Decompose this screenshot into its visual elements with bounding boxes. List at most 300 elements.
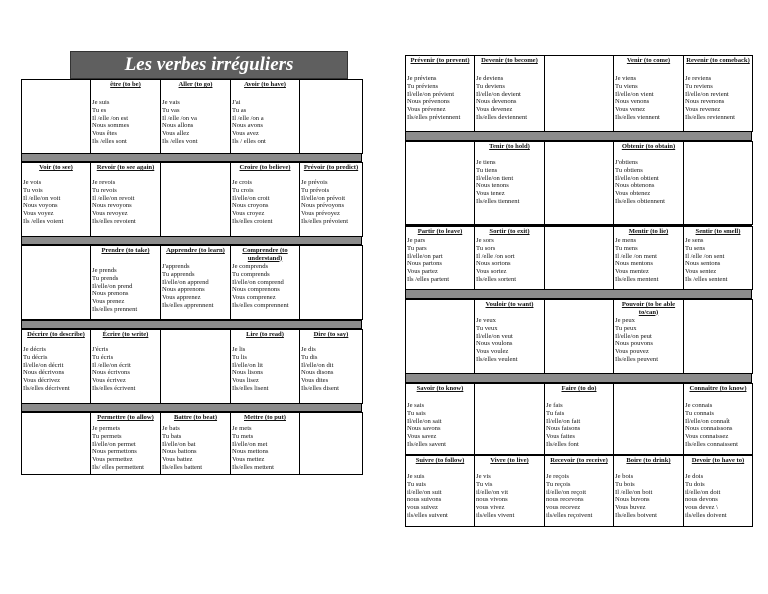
verb-header: Écrire (to write) bbox=[102, 331, 149, 338]
conjugation-line: Vous partez bbox=[407, 268, 438, 276]
conjugation-line: Je permets bbox=[92, 425, 121, 432]
verb-header: Permettre (to allow) bbox=[97, 414, 154, 421]
conjugation-list bbox=[614, 159, 683, 206]
conjugation-list bbox=[231, 425, 299, 472]
conjugation-list bbox=[22, 179, 90, 226]
verb-header: Sortir (to exit) bbox=[489, 228, 530, 235]
conjugation-line: Vous avez bbox=[232, 130, 259, 138]
conjugation-line: Ils/elles sortent bbox=[476, 275, 517, 283]
empty-cell bbox=[160, 329, 231, 404]
conjugation-line: Tu veux bbox=[476, 324, 498, 332]
verb-cell-connaitre bbox=[683, 383, 753, 455]
conjugation-line: Ils/elles comprennent bbox=[232, 301, 289, 309]
verb-header: Dire (to say) bbox=[313, 331, 349, 338]
conjugation-line: Je veux bbox=[476, 317, 496, 324]
conjugation-list bbox=[545, 402, 613, 449]
conjugation-list bbox=[406, 402, 474, 449]
conjugation-line: Ils/elles lisent bbox=[232, 384, 269, 392]
conjugation-line: Nous lisons bbox=[232, 369, 263, 377]
conjugation-line: Tu peux bbox=[615, 324, 637, 332]
conjugation-line: Vous décrivez bbox=[23, 377, 61, 385]
verb-header: Apprendre (to learn) bbox=[166, 247, 225, 254]
verb-header: Aller (to go) bbox=[178, 81, 213, 88]
conjugation-line: vous vivez bbox=[476, 504, 505, 512]
conjugation-list bbox=[300, 346, 362, 393]
verb-cell-obtenir bbox=[613, 141, 684, 225]
conjugation-list bbox=[231, 179, 299, 226]
conjugation-line: Je prends bbox=[92, 267, 117, 274]
conjugation-line: Il /elle /on sent bbox=[685, 252, 725, 260]
conjugation-line: Vous comprenez bbox=[232, 294, 276, 302]
conjugation-line: Vous buvez bbox=[615, 504, 646, 512]
separator-bar bbox=[21, 153, 362, 162]
conjugation-line: Il /elle/on revoit bbox=[92, 194, 135, 202]
conjugation-line: Vous êtes bbox=[92, 130, 117, 138]
conjugation-line: Tu permets bbox=[92, 432, 122, 440]
conjugation-line: Ils/elles revoient bbox=[92, 217, 136, 225]
conjugation-line: Je dis bbox=[301, 346, 316, 353]
conjugation-line: Je vois bbox=[23, 179, 42, 186]
conjugation-line: J'ai bbox=[232, 99, 241, 106]
conjugation-line: Je suis bbox=[92, 99, 110, 106]
empty-cell bbox=[474, 383, 545, 455]
verb-cell-boire bbox=[613, 455, 684, 527]
conjugation-line: Je sais bbox=[407, 402, 425, 409]
empty-cell bbox=[544, 226, 614, 290]
conjugation-line: Tu es bbox=[92, 106, 107, 114]
conjugation-line: Nous sentons bbox=[685, 260, 721, 268]
conjugation-line: Nous devenons bbox=[476, 98, 517, 106]
conjugation-line: ils/elles reçoivent bbox=[546, 511, 593, 519]
conjugation-line: Nous revoyons bbox=[92, 202, 132, 210]
conjugation-line: Je vais bbox=[162, 99, 180, 106]
conjugation-line: Vous permettez bbox=[92, 456, 133, 464]
verb-header: Décrire (to describe) bbox=[27, 331, 85, 338]
conjugation-line: vous devez \ bbox=[685, 504, 718, 512]
conjugation-line: Tu écris bbox=[92, 353, 114, 361]
empty-cell bbox=[544, 55, 614, 132]
verb-cell-apprendre bbox=[160, 245, 231, 320]
conjugation-line: Nous obtenons bbox=[615, 182, 655, 190]
empty-cell bbox=[683, 299, 753, 374]
conjugation-list bbox=[231, 346, 299, 393]
conjugation-line: Tu mets bbox=[232, 432, 254, 440]
conjugation-line: Ils/elles viennent bbox=[615, 113, 660, 121]
verb-cell-recevoir bbox=[544, 455, 614, 527]
conjugation-list bbox=[475, 75, 544, 122]
conjugation-line: Vous voulez bbox=[476, 348, 509, 356]
conjugation-line: Ils/elles deviennent bbox=[476, 113, 528, 121]
conjugation-line: il/elle/on suit bbox=[407, 488, 442, 496]
conjugation-line: Il/elle/on prévient bbox=[407, 90, 455, 98]
conjugation-line: Il/elle/on bat bbox=[162, 440, 196, 448]
verb-cell-sortir bbox=[474, 226, 545, 290]
conjugation-line: Il /elle/on écrit bbox=[92, 361, 131, 369]
verb-cell-battre bbox=[160, 412, 231, 475]
conjugation-line: Il/elle/on connaît bbox=[685, 417, 730, 425]
conjugation-list bbox=[300, 179, 362, 226]
conjugation-list bbox=[684, 237, 752, 284]
conjugation-list bbox=[231, 99, 299, 146]
conjugation-line: nous recevons bbox=[546, 496, 584, 504]
conjugation-line: Il/elle/on lit bbox=[232, 361, 263, 369]
conjugation-line: Tu préviens bbox=[407, 82, 439, 90]
conjugation-line: Je lis bbox=[232, 346, 246, 353]
conjugation-line: Tu dis bbox=[301, 353, 318, 361]
verb-cell-ecrire bbox=[90, 329, 161, 404]
conjugation-line: vous recevez bbox=[546, 504, 581, 512]
verb-header: Revenir (to comeback) bbox=[686, 57, 750, 64]
conjugation-line: Tu vas bbox=[162, 106, 180, 114]
conjugation-list bbox=[91, 267, 160, 314]
verb-header: Devoir (to have to) bbox=[691, 457, 745, 464]
conjugation-line: Vous prévenez bbox=[407, 106, 446, 114]
verb-header: Faire (to do) bbox=[561, 385, 597, 392]
conjugation-line: Il/elle/on sait bbox=[407, 417, 442, 425]
conjugation-list bbox=[406, 473, 474, 520]
conjugation-line: Il/elle/on croit bbox=[232, 194, 270, 202]
empty-cell bbox=[21, 412, 91, 475]
conjugation-line: Ils/elles croient bbox=[232, 217, 273, 225]
conjugation-line: Vous savez bbox=[407, 433, 437, 441]
conjugation-line: Nous voyons bbox=[23, 202, 58, 210]
conjugation-line: Nous décrivons bbox=[23, 369, 65, 377]
conjugation-line: Je mens bbox=[615, 237, 637, 244]
empty-cell bbox=[405, 141, 475, 225]
conjugation-list bbox=[22, 346, 90, 393]
conjugation-line: Vous prenez bbox=[92, 298, 125, 306]
conjugation-line: Tu prévois bbox=[301, 186, 330, 194]
conjugation-line: Nous disons bbox=[301, 369, 334, 377]
conjugation-line: Nous sommes bbox=[92, 122, 130, 130]
conjugation-line: Ils /elles voient bbox=[23, 217, 64, 225]
conjugation-line: Ils/elles tiennent bbox=[476, 197, 520, 205]
conjugation-line: nous vivons bbox=[476, 496, 508, 504]
verb-header: Suivre (to follow) bbox=[415, 457, 465, 464]
verb-cell-prevoir bbox=[299, 162, 363, 237]
conjugation-line: Je tiens bbox=[476, 159, 496, 166]
conjugation-line: Vous écrivez bbox=[92, 377, 126, 385]
conjugation-line: Ils/elles apprennent bbox=[162, 301, 214, 309]
verb-cell-revenir bbox=[683, 55, 753, 132]
conjugation-line: nous devons bbox=[685, 496, 718, 504]
verb-header: Revoir (to see again) bbox=[96, 164, 155, 171]
conjugation-line: Il/elle/on obtient bbox=[615, 174, 659, 182]
conjugation-line: Nous croyons bbox=[232, 202, 269, 210]
conjugation-line: Nous permettons bbox=[92, 448, 137, 456]
conjugation-line: Il/elle/on décrit bbox=[23, 361, 64, 369]
conjugation-line: Tu décris bbox=[23, 353, 48, 361]
conjugation-line: Ils/elles savent bbox=[407, 440, 447, 448]
conjugation-line: Vous dites bbox=[301, 377, 329, 385]
verb-cell-sentir bbox=[683, 226, 753, 290]
conjugation-line: Ils/elles veulent bbox=[476, 355, 518, 363]
conjugation-line: Je prévois bbox=[301, 179, 328, 186]
conjugation-line: Vous battez bbox=[162, 456, 193, 464]
conjugation-line: Tu sens bbox=[685, 244, 706, 252]
conjugation-line: Ils/elles écrivent bbox=[92, 384, 136, 392]
conjugation-line: Il/elle/on peut bbox=[615, 332, 652, 340]
conjugation-line: Il /elle/on voit bbox=[23, 194, 61, 202]
verb-cell-venir bbox=[613, 55, 684, 132]
conjugation-line: Vous sentez bbox=[685, 268, 717, 276]
conjugation-line: ils/elles vivent bbox=[476, 511, 515, 519]
conjugation-line: Nous battons bbox=[162, 448, 197, 456]
verb-header: Comprendre (to understand) bbox=[242, 247, 288, 262]
conjugation-line: Il /elle /on va bbox=[162, 114, 197, 122]
verb-cell-tenir bbox=[474, 141, 545, 225]
conjugation-line: Il/elle/on prévoit bbox=[301, 194, 346, 202]
conjugation-line: Vous pouvez bbox=[615, 348, 649, 356]
verb-header: Lire (to read) bbox=[246, 331, 284, 338]
conjugation-line: Tu pars bbox=[407, 244, 427, 252]
conjugation-line: Tu sors bbox=[476, 244, 496, 252]
conjugation-line: Il/elle/on tient bbox=[476, 174, 514, 182]
conjugation-list bbox=[91, 179, 160, 226]
conjugation-line: Il/elle/on comprend bbox=[232, 278, 284, 286]
verb-header: Mentir (to lie) bbox=[628, 228, 669, 235]
verb-cell-prendre bbox=[90, 245, 161, 320]
verb-cell-etre bbox=[90, 79, 161, 154]
conjugation-line: Je vis bbox=[476, 473, 491, 480]
conjugation-list bbox=[91, 346, 160, 393]
conjugation-line: Il/elle/on apprend bbox=[162, 278, 209, 286]
verb-cell-suivre bbox=[405, 455, 475, 527]
conjugation-line: Ils/elles battent bbox=[162, 463, 203, 471]
conjugation-list bbox=[406, 75, 474, 122]
conjugation-line: Je bats bbox=[162, 425, 180, 432]
conjugation-line: Tu vois bbox=[23, 186, 43, 194]
conjugation-line: Nous revenons bbox=[685, 98, 725, 106]
conjugation-line: Je décris bbox=[23, 346, 46, 353]
verb-cell-faire bbox=[544, 383, 614, 455]
conjugation-line: Vous croyez bbox=[232, 210, 265, 218]
separator-bar bbox=[21, 236, 362, 245]
conjugation-line: J'obtiens bbox=[615, 159, 638, 166]
conjugation-line: Il/elle/on fait bbox=[546, 417, 581, 425]
conjugation-line: Je fais bbox=[546, 402, 563, 409]
conjugation-line: Tu tiens bbox=[476, 166, 498, 174]
verb-header: Boire (to drink) bbox=[626, 457, 671, 464]
conjugation-line: Tu prends bbox=[92, 274, 119, 282]
conjugation-line: il/elle/on doit bbox=[685, 488, 721, 496]
verb-header: Partir (to leave) bbox=[417, 228, 463, 235]
conjugation-line: Nous voulons bbox=[476, 340, 513, 348]
conjugation-line: Ils/elles préviennent bbox=[407, 113, 461, 121]
conjugation-line: Tu viens bbox=[615, 82, 638, 90]
conjugation-line: Ils/elles obtiennent bbox=[615, 197, 665, 205]
verb-cell-pouvoir bbox=[613, 299, 684, 374]
conjugation-list bbox=[475, 237, 544, 284]
verb-header: Vivre (to live) bbox=[490, 457, 529, 464]
conjugation-line: Vous mentez bbox=[615, 268, 649, 276]
conjugation-line: Je peux bbox=[615, 317, 635, 324]
empty-cell bbox=[21, 245, 91, 320]
conjugation-line: vous suivez bbox=[407, 504, 438, 512]
verb-cell-dire bbox=[299, 329, 363, 404]
conjugation-line: Je reçois bbox=[546, 473, 569, 480]
conjugation-line: Il /elle /on ment bbox=[615, 252, 657, 260]
verb-cell-devenir bbox=[474, 55, 545, 132]
conjugation-list bbox=[161, 425, 230, 472]
empty-cell bbox=[160, 162, 231, 237]
conjugation-line: Je comprends bbox=[232, 263, 269, 270]
conjugation-line: Ils/elles mentent bbox=[615, 275, 659, 283]
conjugation-line: Il/elle/on prend bbox=[92, 282, 133, 290]
verb-cell-savoir bbox=[405, 383, 475, 455]
separator-bar bbox=[21, 403, 362, 412]
conjugation-line: Nous connaissons bbox=[685, 425, 733, 433]
conjugation-line: Il /elle /on est bbox=[92, 114, 129, 122]
conjugation-line: Vous lisez bbox=[232, 377, 259, 385]
conjugation-line: Il/elle/on permet bbox=[92, 440, 136, 448]
conjugation-line: Tu crois bbox=[232, 186, 254, 194]
conjugation-list bbox=[684, 473, 752, 520]
verb-header: Avoir (to have) bbox=[244, 81, 286, 88]
conjugation-line: Nous tenons bbox=[476, 182, 509, 190]
conjugation-line: Ils/elles décrivent bbox=[23, 384, 70, 392]
conjugation-line: Nous écrivons bbox=[92, 369, 130, 377]
conjugation-line: Tu reçois bbox=[546, 480, 571, 488]
conjugation-line: Nous prévoyons bbox=[301, 202, 345, 210]
conjugation-line: Nous savons bbox=[407, 425, 441, 433]
verb-cell-partir bbox=[405, 226, 475, 290]
conjugation-line: Je reviens bbox=[685, 75, 712, 82]
verb-header: Venir (to come) bbox=[626, 57, 671, 64]
conjugation-list bbox=[614, 75, 683, 122]
empty-cell bbox=[405, 299, 475, 374]
verb-header: Tenir (to hold) bbox=[489, 143, 530, 150]
verb-header: Voir (to see) bbox=[39, 164, 73, 171]
verb-header: Vouloir (to want) bbox=[485, 301, 534, 308]
empty-cell bbox=[21, 79, 91, 154]
conjugation-line: Tu as bbox=[232, 106, 247, 114]
conjugation-line: Nous pouvons bbox=[615, 340, 653, 348]
verb-header: Obtenir (to obtain) bbox=[621, 143, 676, 150]
conjugation-line: Tu dois bbox=[685, 480, 705, 488]
conjugation-line: Tu obtiens bbox=[615, 166, 643, 174]
conjugation-line: il/elle/on vit bbox=[476, 488, 509, 496]
conjugation-line: Il /elle /on sort bbox=[476, 252, 515, 260]
conjugation-line: Nous buvons bbox=[615, 496, 650, 504]
empty-cell bbox=[299, 79, 363, 154]
conjugation-line: Ils/elles connaissent bbox=[685, 440, 738, 448]
conjugation-line: Ils/elles disent bbox=[301, 384, 339, 392]
conjugation-list bbox=[91, 99, 160, 146]
conjugation-line: Vous allez bbox=[162, 130, 190, 138]
conjugation-line: Il /elle/on boit bbox=[615, 488, 653, 496]
conjugation-line: Vous connaissez bbox=[685, 433, 729, 441]
conjugation-list bbox=[91, 425, 160, 472]
conjugation-line: Je sors bbox=[476, 237, 494, 244]
verb-header: Croire (to believe) bbox=[239, 164, 291, 171]
verb-cell-avoir bbox=[230, 79, 300, 154]
conjugation-line: Ils/elles prévoient bbox=[301, 217, 349, 225]
verb-cell-aller bbox=[160, 79, 231, 154]
conjugation-line: Ils / elles ont bbox=[232, 137, 266, 145]
conjugation-line: Ils/elles mettent bbox=[232, 463, 274, 471]
conjugation-line: Vous apprenez bbox=[162, 294, 201, 302]
conjugation-list bbox=[614, 237, 683, 284]
conjugation-line: Tu sais bbox=[407, 409, 426, 417]
conjugation-list bbox=[161, 263, 230, 310]
conjugation-line: Ils/elles reviennent bbox=[685, 113, 735, 121]
conjugation-line: Je sens bbox=[685, 237, 704, 244]
conjugation-line: ils/elles suivent bbox=[407, 511, 448, 519]
verb-cell-vouloir bbox=[474, 299, 545, 374]
conjugation-line: Tu lis bbox=[232, 353, 247, 361]
conjugation-list bbox=[684, 75, 752, 122]
verb-cell-lire bbox=[230, 329, 300, 404]
conjugation-line: Nous sortons bbox=[476, 260, 511, 268]
conjugation-line: Vous faites bbox=[546, 433, 575, 441]
conjugation-line: Nous allons bbox=[162, 122, 194, 130]
verb-header: Sentir (to smell) bbox=[695, 228, 741, 235]
conjugation-line: Tu bats bbox=[162, 432, 182, 440]
conjugation-line: Nous partons bbox=[407, 260, 442, 268]
conjugation-list bbox=[545, 473, 613, 520]
conjugation-line: Vous mettez bbox=[232, 456, 265, 464]
conjugation-line: nous suivons bbox=[407, 496, 442, 504]
conjugation-line: Ils /elles vont bbox=[162, 137, 198, 145]
conjugation-line: Il/elle/on veut bbox=[476, 332, 513, 340]
conjugation-line: Il/elle/on met bbox=[232, 440, 268, 448]
separator-bar bbox=[405, 289, 752, 299]
conjugation-line: Tu mens bbox=[615, 244, 638, 252]
conjugation-line: Il/elle/on devient bbox=[476, 90, 521, 98]
page-title: Les verbes irréguliers bbox=[70, 51, 348, 79]
conjugation-line: Vous revoyez bbox=[92, 210, 128, 218]
empty-cell bbox=[299, 412, 363, 475]
conjugation-line: Vous tenez bbox=[476, 190, 505, 198]
conjugation-line: Nous faisons bbox=[546, 425, 581, 433]
verb-header: Prévenir (to prevent) bbox=[410, 57, 470, 64]
conjugation-line: Nous prenons bbox=[92, 290, 129, 298]
verb-header: Pouvoir (to be able to/can) bbox=[621, 301, 676, 316]
conjugation-line: Nous avons bbox=[232, 122, 263, 130]
conjugation-line: Tu fais bbox=[546, 409, 565, 417]
conjugation-line: Je revois bbox=[92, 179, 116, 186]
conjugation-line: Vous venez bbox=[615, 106, 646, 114]
conjugation-line: Il /elle /on a bbox=[232, 114, 264, 122]
verb-header: Battre (to beat) bbox=[173, 414, 218, 421]
conjugation-line: Tu connais bbox=[685, 409, 714, 417]
conjugation-line: Il/elle/on part bbox=[407, 252, 443, 260]
separator-bar bbox=[405, 131, 752, 141]
conjugation-list bbox=[684, 402, 752, 449]
empty-cell bbox=[544, 141, 614, 225]
conjugation-line: Je viens bbox=[615, 75, 637, 82]
conjugation-list bbox=[614, 317, 683, 364]
conjugation-line: Ils /elles partent bbox=[407, 275, 450, 283]
conjugation-line: Ils/elles prennent bbox=[92, 305, 138, 313]
conjugation-list bbox=[475, 473, 544, 520]
verb-cell-mentir bbox=[613, 226, 684, 290]
verb-header: Devenir (to become) bbox=[481, 57, 538, 64]
conjugation-line: Je mets bbox=[232, 425, 252, 432]
conjugation-line: Tu reviens bbox=[685, 82, 713, 90]
conjugation-line: Vous devenez bbox=[476, 106, 513, 114]
conjugation-list bbox=[161, 99, 230, 146]
conjugation-line: Je suis bbox=[407, 473, 425, 480]
conjugation-line: Je bois bbox=[615, 473, 634, 480]
conjugation-line: Je connais bbox=[685, 402, 713, 409]
empty-cell bbox=[299, 245, 363, 320]
verb-header: Mettre (to put) bbox=[244, 414, 286, 421]
verb-header: Prévoir (to predict) bbox=[303, 164, 359, 171]
empty-cell bbox=[683, 141, 753, 225]
conjugation-line: Tu revois bbox=[92, 186, 117, 194]
